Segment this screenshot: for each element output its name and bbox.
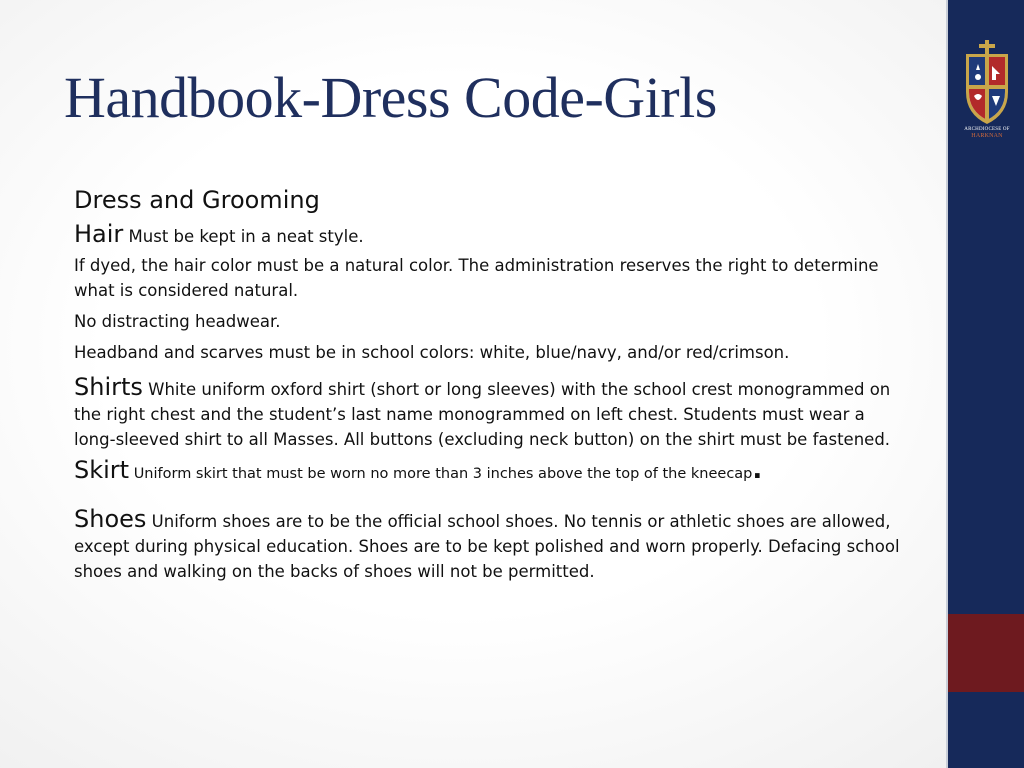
sidebar-band	[946, 0, 1024, 768]
sidebar-red-accent	[948, 614, 1024, 692]
crest-caption-line2: HARKNAN	[971, 133, 1003, 139]
hair-line-headwear: No distracting headwear.	[74, 312, 281, 331]
archdiocese-crest-icon	[962, 40, 1012, 126]
section-subtitle: Dress and Grooming	[74, 186, 320, 214]
shirts-label: Shirts	[74, 373, 143, 401]
skirt-paragraph	[74, 455, 904, 487]
hair-label: Hair	[74, 220, 124, 248]
page-title: Handbook-Dress Code-Girls	[64, 65, 717, 130]
crest-caption	[954, 127, 1020, 139]
shoes-paragraph	[74, 507, 904, 584]
shoes-label: Shoes	[74, 505, 147, 533]
hair-paragraph	[74, 222, 904, 249]
crest-caption-line1: ARCHDIOCESE OF	[964, 127, 1010, 132]
shirts-paragraph	[74, 375, 904, 452]
skirt-period: .	[752, 455, 763, 485]
hair-line-headband: Headband and scarves must be in school colors: white, blue/navy, and/or red/crimson.	[74, 343, 790, 362]
content-body	[74, 186, 904, 584]
shirts-text: White uniform oxford shirt (short or long sleeves) with the school crest monogrammed on the right chest and the student’s last name monogrammed on left chest. Students must wear a long-sleeved shirt to all Masses. All buttons (excluding neck button) on the shirt must be fastened.	[74, 380, 891, 449]
skirt-label: Skirt	[74, 456, 130, 484]
hair-line-dyed: If dyed, the hair color must be a natural color. The administration reserves the right to determine what is considered natural.	[74, 256, 879, 300]
hair-text: Must be kept in a neat style.	[128, 227, 364, 246]
shoes-text: Uniform shoes are to be the official school shoes. No tennis or athletic shoes are allowed, except during physical education. Shoes are to be kept polished and worn properly. Defacing school shoes and walking on the backs of shoes will not be permitted.	[74, 512, 900, 581]
skirt-text: Uniform skirt that must be worn no more than 3 inches above the top of the kneecap	[133, 466, 753, 482]
